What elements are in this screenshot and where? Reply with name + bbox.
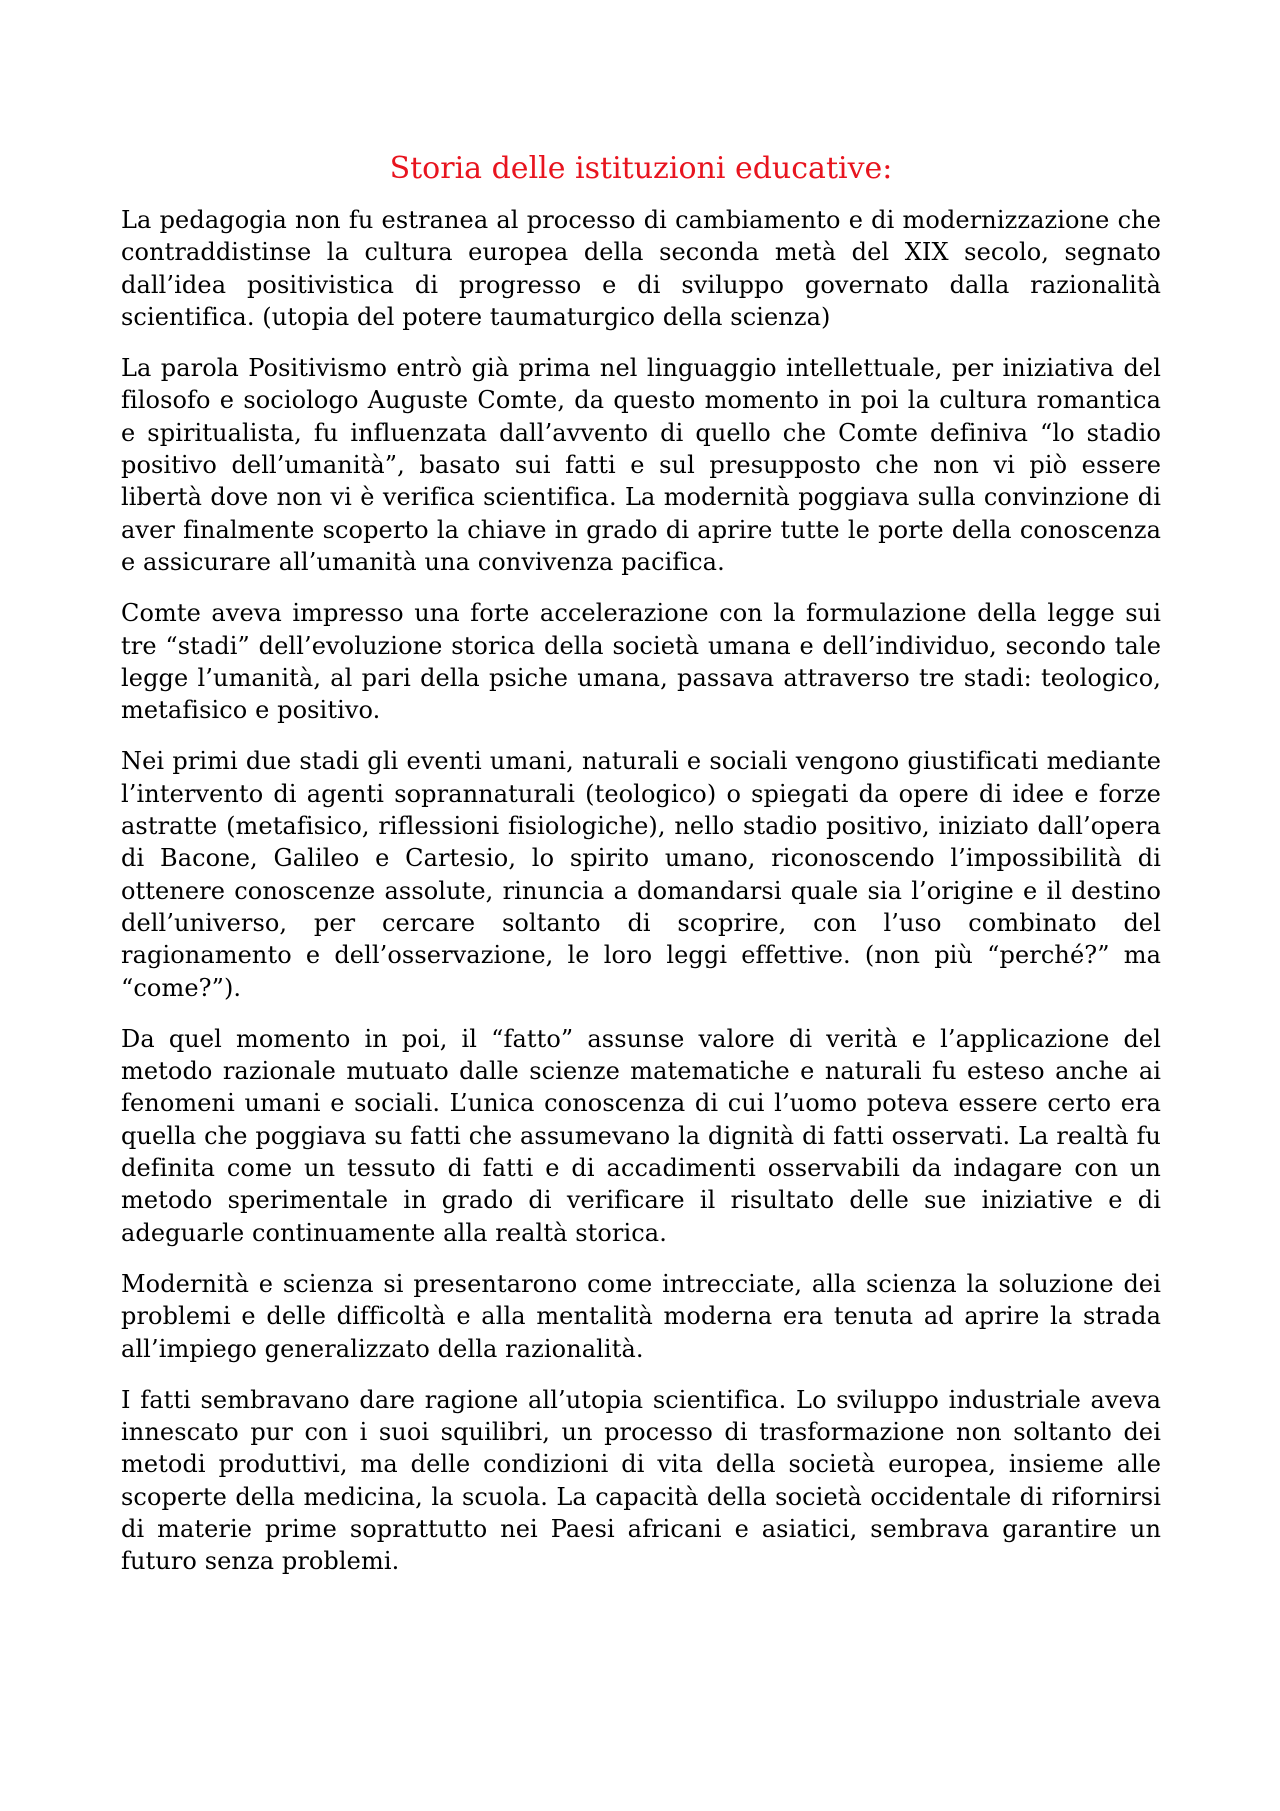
paragraph-7: I fatti sembravano dare ragione all’utopia scientifica. Lo sviluppo industriale aveva innescato pur con i suoi squilibri, un processo di trasformazione non soltanto dei metodi produttivi, ma delle condizioni di vita della società europea, insieme alle scoperte della medicina, la scuola. La capacità della società occidentale di rifornirsi di materie prime soprattutto nei Paesi africani e asiatici, sembrava garantire un futuro senza problemi. — [121, 1385, 1161, 1576]
paragraph-2: La parola Positivismo entrò già prima nel linguaggio intellettuale, per iniziativa del filosofo e sociologo Auguste Comte, da questo momento in poi la cultura romantica e spiritualista, fu influenzata dall’avvento di quello che Comte definiva “lo stadio positivo dell’umanità”, basato sui fatti e sul presupposto che non vi piò essere libertà dove non vi è verifica scientifica. La modernità poggiava sulla convinzione di aver finalmente scoperto la chiave in grado di aprire tutte le porte della conoscenza e assicurare all’umanità una convivenza pacifica. — [121, 354, 1161, 576]
paragraph-5: Da quel momento in poi, il “fatto” assunse valore di verità e l’applicazione del metodo razionale mutuato dalle scienze matematiche e naturali fu esteso anche ai fenomeni umani e sociali. L’unica conoscenza di cui l’uomo poteva essere certo era quella che poggiava su fatti che assumevano la dignità di fatti osservati. La realtà fu definita come un tessuto di fatti e di accadimenti osservabili da indagare con un metodo sperimentale in grado di verificare il risultato delle sue iniziative e di adeguarle continuamente alla realtà storica. — [121, 1024, 1161, 1247]
paragraph-6: Modernità e scienza si presentarono come intrecciate, alla scienza la soluzione dei problemi e delle difficoltà e alla mentalità moderna era tenuta ad aprire la strada all’impiego generalizzato della razionalità. — [121, 1269, 1161, 1363]
document-title: Storia delle istituzioni educative: — [389, 151, 893, 186]
paragraph-3: Comte aveva impresso una forte accelerazione con la formulazione della legge sui tre “stadi” dell’evoluzione storica della società umana e dell’individuo, secondo tale legge l’umanità, al pari della psiche umana, passava attraverso tre stadi: teologico, metafisico e positivo. — [121, 599, 1161, 725]
document-body — [121, 150, 1161, 1597]
paragraph-4: Nei primi due stadi gli eventi umani, naturali e sociali vengono giustificati mediante l’intervento di agenti soprannaturali (teologico) o spiegati da opere di idee e forze astratte (metafisico, riflessioni fisiologiche), nello stadio positivo, iniziato dall’opera di Bacone, Galileo e Cartesio, lo spirito umano, riconoscendo l’impossibilità di ottenere conoscenze assolute, rinuncia a domandarsi quale sia l’origine e il destino dell’universo, per cercare soltanto di scoprire, con l’uso combinato del ragionamento e dell’osservazione, le loro leggi effettive. (non più “perché?” ma “come?”). — [121, 747, 1161, 1002]
paragraph-1: La pedagogia non fu estranea al processo di cambiamento e di modernizzazione che contraddistinse la cultura europea della seconda metà del XIX secolo, segnato dall’idea positivistica di progresso e di sviluppo governato dalla razionalità scientifica. (utopia del potere taumaturgico della scienza) — [121, 206, 1161, 331]
